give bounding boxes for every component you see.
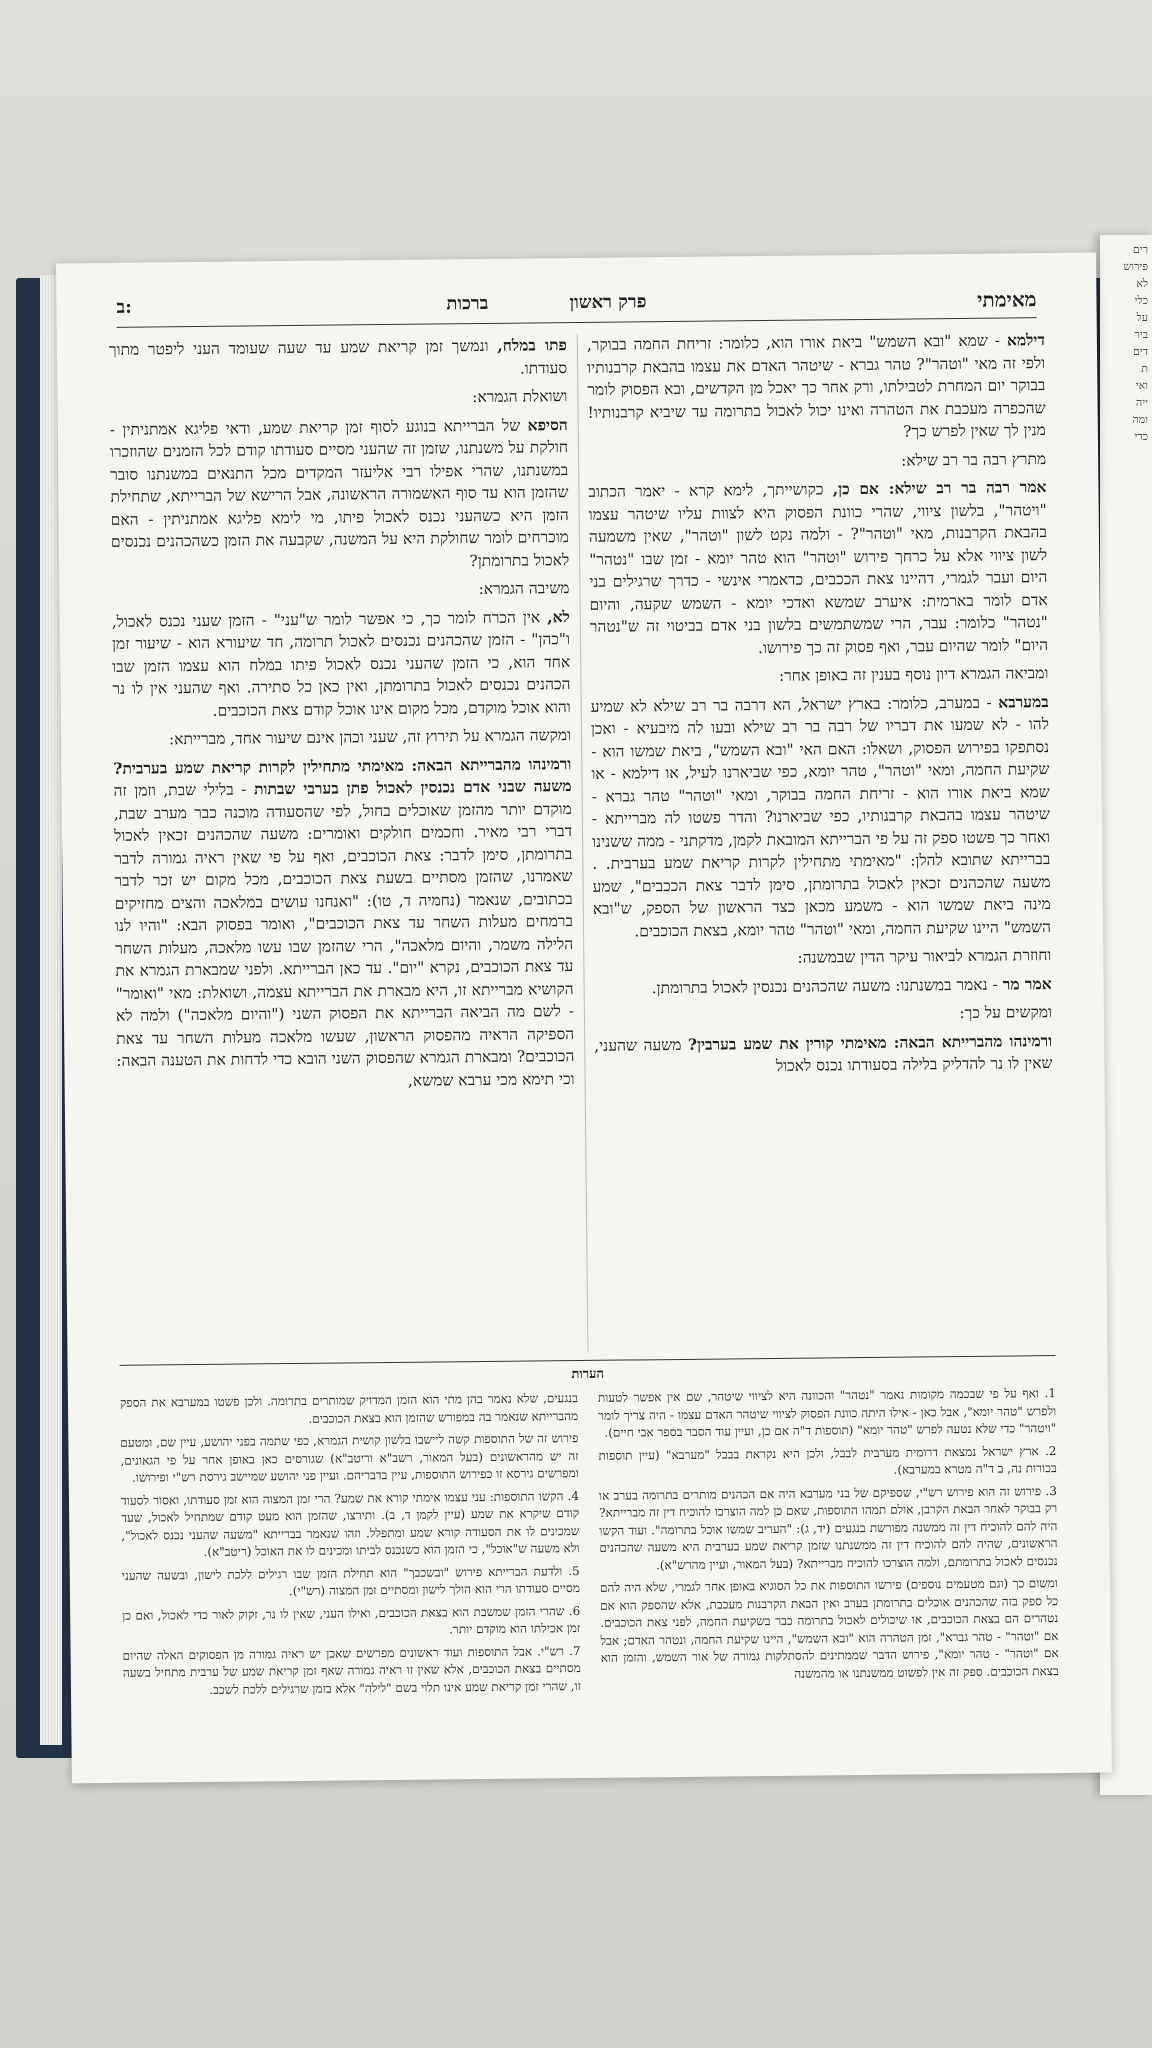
footnote: 3. פירוש זה הוא פירוש רש"י, שספיקם של בני מערבא היה אם הכהנים מותרים בתרומה בערב או רק בבוקר לאחר הבאת הקרבן, אולם תמהו התוספות, שאם כן למה הוצרכו להוכיח דין זה מברייתא? היה להם להוכיח דין זה ממשנה מפורשת בנגעים (יד, ג): "העריב שמשו אוכל בתרומה". ועוד הקשו הראשונים, שהיה להם להוכיח דין זה ממשנתנו שזמן קריאת שמע בערבית היא משעה שהכהנים נכנסים לאכול בתרומתם, ולמה הוצרכו להוכיח מברייתא? (בעל המאור, ועיין מהרש"א).	[598, 1483, 1058, 1572]
footnote: 2. ארץ ישראל נמצאת דרומית מערבית לבבל, ולכן היא נקראת בבבל "מערבא" (עיין תוספות בכורות נה, ב ד"ה מטרא במערבא).	[598, 1443, 1057, 1477]
paragraph-text: - במערב, כלומר: בארץ ישראל, הא דרבה בר רב שילא לא שמיע להו - לא שמעו את דבריו של רבה בר רב שילא ובעו לה מיבעיא - ואכן נסתפקו בפירוש הפסוק, ושאלו: האם האי "ובא השמש", ביאת שמשו הוא - שקיעת החמה, ומאי "וטהר", טהר יומא, כפי שביארנו לעיל, או דילמא - או שמא ביאת אורו הוא - זריחת החמה בבוקר, ומאי "וטהר" טהר גברא - שיטהר עצמו בהבאת קרבנותיו, כפי שביארנו? והדר פשטו לה מברייתא - ואחר כך פשטו ספק זה על פי הברייתא המובאת לקמן, מדקתני - ממה ששנינו בברייתא שתובא להלן: "מאימתי מתחילין לקרות קריאת שמע בערבית. . משעה שהכהנים זכאין לאכול בתרומתן, סימן לדבר צאת הככבים", שמע מינה ביאת שמשו הוא - משמע מכאן כצד הראשון של הספק, ש"ובא השמש" היינו שקיעת החמה, ומאי "וטהר" טהר יומא, בצאת הכוכבים.	[590, 693, 1052, 940]
running-header	[116, 283, 1036, 328]
footnote: 1. ואף על פי שבכמה מקומות נאמר "נטהר" והכוונה היא לציווי שיטהר, שם אין אפשר לטעות ולפרש "טהר יומא", אבל כאן - אילו היתה כוונת הפסוק לציווי שיטהר האדם עצמו - היה צריך לומר "ויטהר" כדי שלא נטעה לפרש "טהר יומא" (תוספות ד"ה אם כן, ועיין עוד הסבר בספר אבי חיים).	[597, 1386, 1057, 1440]
footnote: 5. ולדעת הברייתא פירוש "ובשכבך" הוא תחילת הזמן שבו רגילים ללכת לישון, ובשעה שהעני מסיים סעודתו הרי הוא הולך לישון ומסתיים זמן המצוה (רש"י).	[121, 1563, 581, 1599]
paragraph	[111, 577, 569, 604]
facing-page-word: על	[1136, 311, 1148, 324]
paragraph-text: אין הכרח לומר כך, כי אפשר לומר ש"עני" - הזמן שעני נכנס לאכול, ו"כהן" - הזמן שהכהנים נכנסים לאכול תרומה, חד שיעורא הוא - שיעור זמן אחד הוא, כי הזמן שהעני נכנס לאכול פיתו במלח הוא עצמו הזמן שבו הכהנים נכנסים לאכול בתרומתן, ואין כאן כל סתירה. ואף שהעני אין לו נר והוא אוכל מוקדם, מכל מקום אינו אוכל קודם צאת הכוכבים.	[111, 607, 571, 720]
footnotes	[120, 1385, 1060, 1765]
paragraph-lead: אמר רבה בר רב שילא: אם כן,	[832, 477, 1047, 499]
book-page	[56, 253, 1112, 1784]
facing-page-word: לא	[1136, 277, 1148, 290]
paragraph	[588, 448, 1046, 475]
main-text	[109, 329, 1056, 1357]
facing-page-word: ביר	[1134, 328, 1148, 341]
tractate-name: ברכות	[446, 292, 489, 315]
paragraph	[109, 334, 567, 384]
paragraph	[587, 329, 1046, 446]
paragraph-text: ומביאה הגמרא דיון נוסף בענין זה באופן אחר:	[778, 664, 1049, 685]
facing-page-word: ת	[1141, 362, 1148, 375]
facing-page-word: ואי	[1135, 379, 1148, 392]
paragraph	[112, 606, 571, 723]
paragraph-lead: פתו במלח,	[497, 335, 568, 355]
paragraph-lead: אמר מר	[1002, 973, 1052, 994]
paragraph	[594, 1030, 1052, 1080]
paragraph-text: של הברייתא בנוגע לסוף זמן קריאת שמע, ודאי פליגא אמתניתין - חולקת על משנתנו, שזמן זה שהעני מסיים סעודתו קודם לכל הזמנים שהוזכרו במשנתנו, שהרי אפילו רבי אליעזר המקדים מכל התנאים במשנתנו סובר שהזמן הוא עד סוף האשמורה הראשונה, אבל הרישא של הברייתא, שתחילת הזמן היא כשהעני נכנס לאכול פיתו, מי לימא פליגא אמתניתין - האם מוכרחים לומר שחולקת היא על המשנה, שקבעה את הזמן כשהכהנים נכנסים לאכול בתרומתן?	[109, 416, 570, 570]
paragraph-text: ומקשה הגמרא על תירוץ זה, שעני וכהן אינם שיעור אחד, מברייתא:	[168, 726, 572, 749]
facing-page-word: ייה	[1135, 396, 1148, 409]
facing-page-text	[1100, 235, 1152, 451]
paragraph-lead: במערבא	[998, 691, 1049, 712]
perek-label: פרק ראשון	[569, 291, 647, 314]
footnote: 6. שהרי הזמן שמשבת הוא בצאת הכוכבים, ואילו העני, שאין לו נר, זקוק לאור כדי לאכול, ואם כן זמן אכילתו הוא מוקדם יותר.	[122, 1603, 581, 1637]
main-column-right	[587, 329, 1056, 1352]
paragraph-lead: דילמא	[1006, 330, 1045, 350]
paragraph-text: ושואלת הגמרא:	[472, 387, 568, 407]
column-divider	[577, 334, 589, 1352]
paragraph-lead: ורמינהו מהברייתא הבאה: מאימתי קורין את שמע בערבין?	[687, 1030, 1053, 1054]
paragraph	[591, 691, 1052, 943]
facing-page-word: דים	[1132, 345, 1148, 358]
paragraph	[590, 662, 1048, 689]
paragraph-text: כקושייתך, לימא קרא - יאמר הכתוב "ויטהר", בלשון ציווי, שהרי כוונת הפסוק היא לצוות עליו שיטהר עצמו בהבאת הקרבנות, מאי "וטהר"? - ולמה נקט לשון "וטהר", שאין משמעה לשון ציווי אלא על כרחך פירוש "וטהר" הוא טהר יומא - זמן שבו "נטהר" היום ועבר לגמרי, דהיינו צאת הככבים, כדאמרי אינשי - כדרך שרגילים בני אדם לומר בארמית: איערב שמשא ואדכי יומא - השמש שקעה, והיום "נטהר" כלומר: עבר, הרי שמשתמשים בלשון בני אדם בביטוי זה ש"נטהר היום" לומר שהיום עבר, ואף פסוק זה כך פירושו.	[588, 480, 1049, 657]
paragraph	[113, 724, 571, 751]
paragraph	[109, 385, 567, 412]
footnote: 7. רש"י. אבל התוספות ועוד ראשונים מפרשים שאכן יש ראיה גמורה מן הפסוקים האלה שהיום מסתיים בצאת הכוכבים, אלא שאין זו ראיה גמורה שאף זמן קריאת שמע של ערבית מתחיל בשעה זו, שהרי זמן קריאת שמע אינו תלוי בשם "לילה" אלא בזמן שרגילים ללכת לשכב.	[122, 1643, 582, 1697]
paragraph-text: - בלילי שבת, וזמן זה מוקדם יותר מהזמן שאוכלים בחול, לפי שהסעודה מוכנה כבר מערב שבת, דברי רבי מאיר. וחכמים חולקים ואומרים: משעה שהכהנים זכאין לאכול בתרומתן, סימן לדבר: צאת הכוכבים, ואף על פי שאין ראיה גמורה לדבר שאמרנו, שהזמן מסתיים בשעת צאת הכוכבים, מכל מקום יש זכר לדבר בכתובים, שנאמר (נחמיה ד, טו): "ואנחנו עושים במלאכה והצים מחזיקים ברמחים מעלות השחר עד צאת הכוכבים", ואומר בפסוק הבא: "והיו לנו הלילה משמר, והיום מלאכה", הרי שהזמן שבו עשו מלאכה, מעלות השחר עד צאת הכוכבים, נקרא "יום". עד כאן הברייתא. ולפני שמבארת הגמרא את הקושיא מברייתא זו, היא מבארת את הברייתא עצמה, ושואלת: מאי "ואומר" - לשם מה הביאה הברייתא את הפסוק השני ("והיום מלאכה") ולמה לא הספיקה הראיה מהפסוק הראשון, שעשו מלאכה מעלות השחר עד צאת הכוכבים? ומבארת הגמרא שהפסוק השני הובא כדי לדחות את הטענה הבאה: וכי תימא מכי ערבא שמשא,	[113, 780, 575, 1090]
folio-number: ב:	[116, 296, 132, 318]
paragraph	[110, 414, 570, 576]
notes-column-right	[598, 1385, 1060, 1760]
paragraph-lead: הסיפא	[527, 414, 568, 435]
facing-page-word: ומה	[1132, 413, 1148, 426]
paragraph-lead: לא,	[547, 606, 570, 626]
facing-page-word: רים	[1132, 243, 1148, 256]
paragraph	[593, 944, 1051, 971]
notes-column-left	[120, 1390, 582, 1765]
paragraph-text: - נאמר במשנתנו: משעה שהכהנים נכנסין לאכול בתרומתן.	[651, 975, 1003, 997]
paragraph-lead: ורמינהו מהברייתא הבאה: מאימתי מתחילין לקרות קריאת שמע בערבית? משעה שבני אדם נכנסין לאכול פתן בערבי שבתות	[113, 753, 572, 799]
facing-page-word: כלי	[1134, 294, 1148, 307]
paragraph	[594, 973, 1052, 1000]
footnote: בנגעים, שלא נאמר בהן מתי הוא הזמן המדויק שמותרים בתרומה. ולכן פשטו במערבא את הספק מהברייתא שנאמר בה במפורש שהזמן הוא בצאת הכוכבים.	[119, 1391, 579, 1426]
paragraph-text: משיבה הגמרא:	[478, 579, 570, 599]
main-column-left	[109, 334, 578, 1357]
paragraph-text: ומקשים על כך:	[959, 1003, 1053, 1023]
footnote: 4. הקשו התוספות: עני עצמו אימתי קורא את שמע? הרי זמן המצוה הוא זמן סעודתו, ואסור לסעוד קודם שיקרא את שמע (עיין לקמן ד, ב). ותירצו, שהזמן הוא מעט קודם שמתחיל לאכול, שעד שמכינים לו את הסעודה קורא שמע ומתפלל. וזהו שנאמר בברייתא "משעה שהעני נכנס לאכול", ולא משעה ש"אוכל", כי הזמן הוא כשנכנס לביתו ומכינים לו את האוכל (ריטב"א).	[120, 1488, 580, 1559]
paragraph-text: משעה שהעני, שאין לו נר להדליק בלילה בסעודתו נכנס לאכול	[594, 1035, 1053, 1075]
facing-page-word: כדי	[1134, 430, 1148, 443]
footnote: פירוש זה של התוספות קשה ליישבו בלשון קושית הגמרא, כפי שתמה בפני יהושע, עיין שם, ומטעם זה יש מהראשונים (בעל המאור, רשב"א וריטב"א) שגורסים כאן באופן אחר על פי הגאונים, ומפרשים גירסא זו כפירוש התוספות, עיין בדבריהם. ועיין פני יהושע שמיישב גירסת רש"י ופירושו.	[120, 1431, 579, 1485]
paragraph-text: וחוזרת הגמרא לביאור עיקר הדין שבמשנה:	[797, 946, 1052, 967]
notes-title: הערות	[571, 1366, 605, 1383]
paragraph-text: - שמא "ובא השמש" ביאת אורו הוא, כלומר: זריחת החמה בבוקר, ולפי זה מאי "וטהר"? טהר גברא - שיטהר האדם את עצמו בהבאת קרבנותיו בבוקר יום המחרת לטבילתו, ורק אחר כך יאכל מן הקדשים, ובא הפסוק לומר שהכפרה מעכבת את הטהרה ואינו יכול לאכול בתרומה עד שיביא קרבנותיו! מנין לך שאין לפרש כך?	[586, 331, 1046, 441]
paragraph	[588, 476, 1048, 661]
facing-page-word: פירוש	[1123, 260, 1148, 273]
paragraph	[113, 753, 575, 1095]
paragraph	[594, 1001, 1052, 1028]
chapter-name: מאימתי	[977, 287, 1037, 312]
paragraph-text: ונמשך זמן קריאת שמע עד שעה שעומד העני ליפטר מתוך סעודתו.	[108, 336, 568, 378]
footnote: ומשום כך (וגם מטעמים נוספים) פירשו התוספות את כל הסוגיא באופן אחר לגמרי, שלא היה להם כל ספק בזה שהכהנים אוכלים בתרומתן בערב ואין הבאת הקרבנות מעכבת, אלא שהספק הוא אם נטהרים הם בצאת הכוכבים, או שיכולים לאכול בתרומה כבר בשקיעת החמה, לפני צאת הכוכבים. אם "וטהר" - טהר גברא", זמן הטהרה הוא "ובא השמש", היינו שקיעת החמה, ונטהר האדם; אבל אם "וטהר" - טהר יומא", פירוש הדבר שממתינים להסתלקות גמורה של אור השמש, והזמן הוא בצאת הכוכבים. ספק זה אין לפשוט ממשנתנו או מהמשנה	[599, 1576, 1059, 1681]
paragraph-text: מתרץ רבה בר רב שילא:	[901, 449, 1047, 470]
